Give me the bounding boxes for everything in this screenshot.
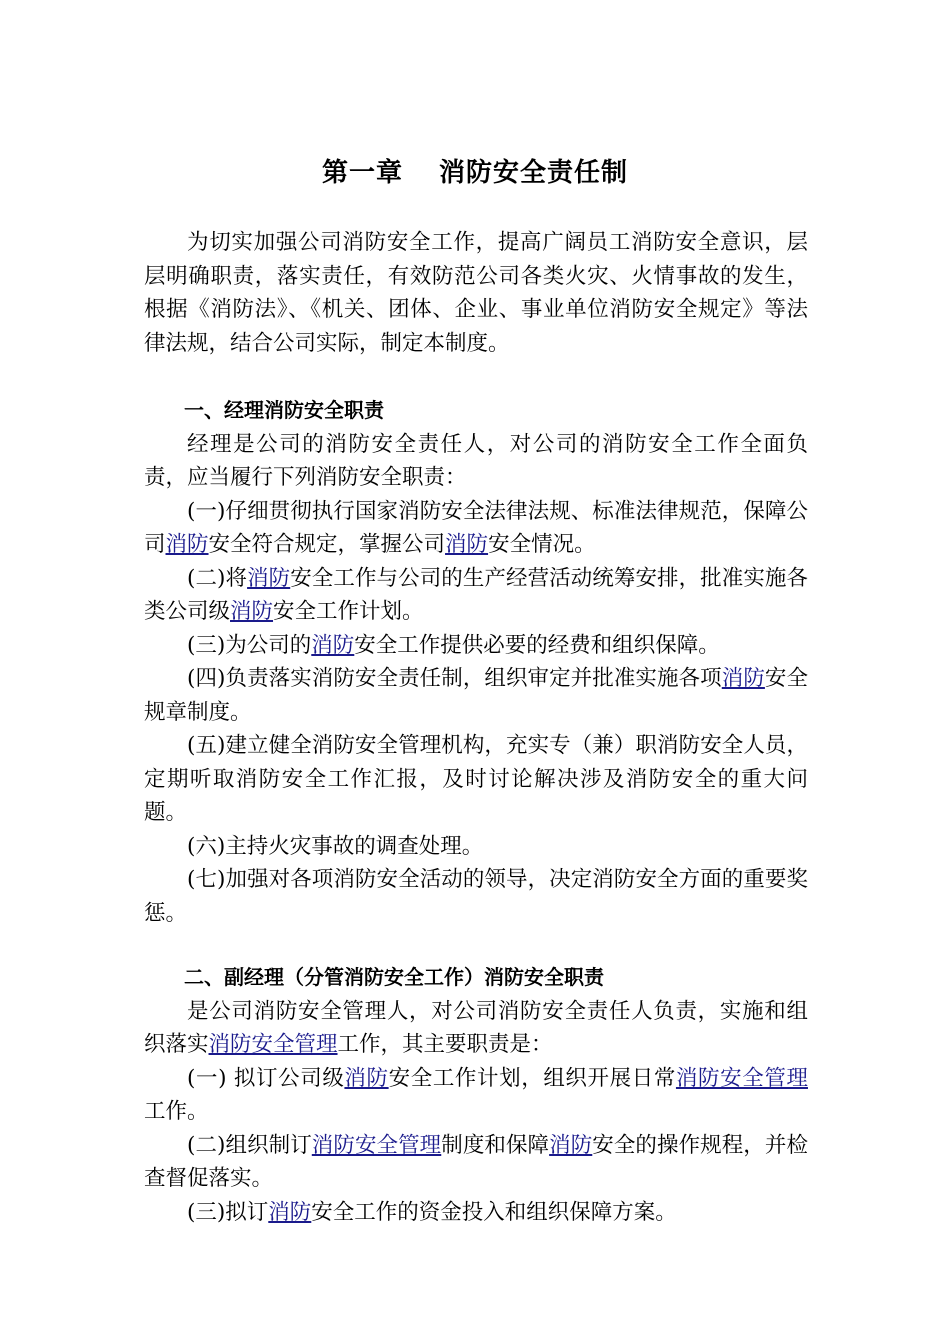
chapter-title — [0, 155, 950, 191]
section-1-heading: 一、经理消防安全职责 — [184, 398, 384, 422]
intro-paragraph: 为切实加强公司消防安全工作，提高广阔员工消防安全意识，层层明确职责，落实责任，有效防范公司各类火灾、火情事故的发生，根据《消防法》、《机关、团体、企业、事业单位消防安全规定》等法律法规，结合公司实际，制定本制度。 — [144, 230, 808, 356]
section-2-item-3: (三)拟订消防安全工作的资金投入和组织保障方案。 — [187, 1199, 677, 1225]
section-1-item-5: (五)建立健全消防安全管理机构，充实专（兼）职消防安全人员，定期听取消防安全工作汇报，及时讨论解决涉及消防安全的重大问题。 — [144, 733, 808, 825]
chapter-name: 消防安全责任制 — [439, 158, 629, 188]
chapter-number: 第一章 — [321, 158, 403, 188]
link-fire-safety[interactable]: 消防 — [445, 532, 489, 557]
link-fire-safety-management[interactable]: 消防安全管理 — [311, 1132, 442, 1158]
intro-block — [144, 226, 808, 360]
link-fire-safety-management[interactable]: 消防安全管理 — [208, 1032, 338, 1057]
section-1-item-4: (四)负责落实消防安全责任制，组织审定并批准实施各项消防安全规章制度。 — [144, 666, 808, 725]
section-2-lead: 是公司消防安全管理人，对公司消防安全责任人负责，实施和组织落实消防安全管理工作，其主要职责是： — [144, 998, 808, 1057]
link-fire-safety[interactable]: 消防 — [344, 1065, 389, 1091]
section-2-item-1: (一) 拟订公司级消防安全工作计划，组织开展日常消防安全管理工作。 — [144, 1065, 808, 1124]
section-1 — [144, 394, 808, 930]
section-1-item-2: (二)将消防安全工作与公司的生产经营活动统筹安排，批准实施各类公司级消防安全工作计划。 — [144, 565, 808, 624]
section-1-item-6: (六)主持火灾事故的调查处理。 — [187, 833, 484, 859]
link-fire-safety[interactable]: 消防 — [721, 666, 765, 691]
section-1-item-3: (三)为公司的消防安全工作提供必要的经费和组织保障。 — [187, 632, 720, 658]
link-fire-safety[interactable]: 消防 — [247, 565, 291, 591]
section-2 — [144, 961, 808, 1229]
link-fire-safety[interactable]: 消防 — [268, 1199, 312, 1225]
section-1-lead: 经理是公司的消防安全责任人，对公司的消防安全工作全面负责，应当履行下列消防安全职责： — [144, 431, 808, 490]
link-fire-safety[interactable]: 消防 — [549, 1132, 593, 1158]
link-fire-safety[interactable]: 消防 — [311, 632, 355, 658]
section-1-item-1: (一)仔细贯彻执行国家消防安全法律法规、标准法律规范，保障公司消防安全符合规定，掌握公司消防安全情况。 — [144, 498, 808, 557]
section-1-item-7: (七)加强对各项消防安全活动的领导，决定消防安全方面的重要奖惩。 — [144, 867, 808, 926]
section-2-item-2: (二)组织制订消防安全管理制度和保障消防安全的操作规程，并检查督促落实。 — [144, 1132, 808, 1191]
section-2-heading: 二、副经理（分管消防安全工作）消防安全职责 — [184, 965, 604, 989]
link-fire-safety[interactable]: 消防 — [165, 532, 209, 557]
link-fire-safety-management[interactable]: 消防安全管理 — [675, 1065, 808, 1091]
link-fire-safety[interactable]: 消防 — [230, 599, 274, 624]
